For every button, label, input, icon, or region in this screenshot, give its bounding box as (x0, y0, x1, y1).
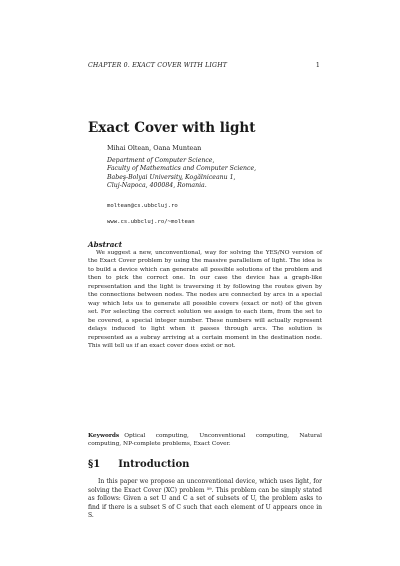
keywords (88, 432, 322, 449)
affiliation-line: Faculty of Mathematics and Computer Science, (107, 165, 257, 173)
abstract-heading: Abstract (88, 240, 123, 249)
introduction-text: In this paper we propose an unconventional device, which uses light, for solving the Exact Cover (XC) problem ⁵⁹. This problem can be simply stated as follows: Given a set U and C a set of subsets of U, the problem asks to find if there is a subset S of C such that each element of U appears once in S. (88, 478, 322, 520)
section-heading (88, 459, 189, 470)
abstract-text: We suggest a new, unconventional, way for solving the YES/NO version of the Exact Cover problem by using the massive parallelism of light. The idea is to build a device which can generate all possible solutions of the problem and then to pick the correct one. In our case the device has a graph-like representation and the light is traversing it by following the routes given by the connections between nodes. The nodes are connected by arcs in a special way which lets us to generate all possible covers (exact or not) of the given set. For selecting the correct solution we assign to each item, from the set to be covered, a special integer number. These numbers will actually represent delays induced to light when it passes through arcs. The solution is represented as a subray arriving at a certain moment in the destination node. This will tell us if an exact cover does exist or not. (88, 250, 322, 349)
keywords-text: Optical computing, Unconventional computing, Natural computing, NP-complete problems, Exact Cover. (88, 433, 322, 448)
affiliation-line: Babeş-Bolyai University, Kogălniceanu 1, (107, 173, 236, 181)
contact-info (107, 203, 195, 235)
section-number: §1 (88, 459, 101, 470)
page-number: 1 (315, 62, 320, 69)
authors: Mihai Oltean, Oana Muntean (107, 144, 202, 152)
affiliation-line: Department of Computer Science, (107, 157, 215, 164)
paper-title: Exact Cover with light (88, 120, 256, 136)
chapter-title: CHAPTER 0. EXACT COVER WITH LIGHT (88, 62, 228, 69)
email-link[interactable]: moltean@cs.ubbcluj.ro (107, 203, 178, 209)
website-link[interactable]: www.cs.ubbcluj.ro/~moltean (107, 219, 195, 225)
keywords-label: Keywords (88, 433, 120, 439)
affiliation-line: Cluj-Napoca, 400084, Romania. (107, 182, 207, 190)
affiliation (107, 157, 256, 191)
running-header (88, 62, 320, 69)
section-title: Introduction (118, 459, 190, 470)
